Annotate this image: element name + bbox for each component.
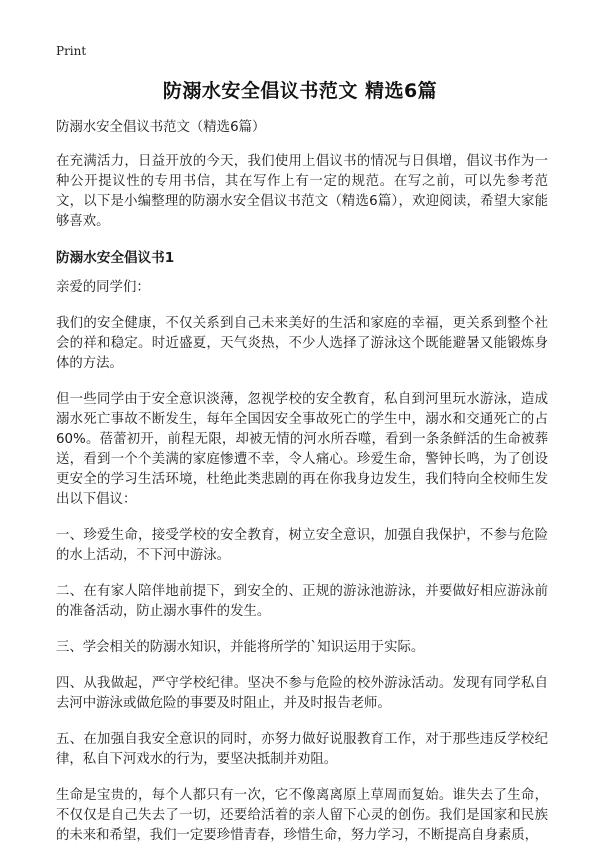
proposal-item: 四、从我做起，严守学校纪律。坚决不参与危险的校外游泳活动。发现有同学私自去河中游泳或做危险的事要及时阻止，并及时报告老师。 [56, 676, 548, 711]
proposal-item: 三、学会相关的防溺水知识，并能将所学的`知识运用于实际。 [56, 640, 425, 655]
body-paragraph: 我们的安全健康，不仅关系到自己未来美好的生活和家庭的幸福，更关系到整个社会的祥和稳定。时近盛夏，天气炎热，不少人选择了游泳这个既能避暑又能锻炼身体的方法。 [56, 316, 548, 371]
proposal-item: 五、在加强自我安全意识的同时，亦努力做好说服教育工作，对于那些违反学校纪律，私自下河戏水的行为，要坚决抵制并劝阻。 [56, 732, 548, 767]
greeting: 亲爱的同学们： [56, 280, 150, 295]
print-link[interactable]: Print [56, 44, 87, 58]
section-heading: 防溺水安全倡议书1 [56, 250, 175, 266]
body-paragraph: 生命是宝贵的，每个人都只有一次，它不像离离原上草周而复始。谁失去了生命，不仅仅是自己失去了一切，还要给活着的亲人留下心灵的创伤。我们是国家和民族的未来和希望，我们一定要珍惜青春，珍惜生命，努力学习，不断提高自身素质， [56, 788, 548, 843]
proposal-item: 二、在有家人陪伴地前提下，到安全的、正规的游泳池游泳，并要做好相应游泳前的准备活动，防止溺水事件的发生。 [56, 584, 548, 619]
document-body [56, 118, 548, 862]
intro-paragraph: 在充满活力，日益开放的今天，我们使用上倡议书的情况与日俱增，倡议书作为一种公开提议性的专用书信，其在写作上有一定的规范。在写之前，可以先参考范文，以下是小编整理的防溺水安全倡议书范文（精选6篇），欢迎阅读，希望大家能够喜欢。 [56, 154, 548, 229]
proposal-item: 一、珍爱生命，接受学校的安全教育，树立安全意识，加强自我保护，不参与危险的水上活动，不下河中游泳。 [56, 528, 548, 563]
document-subtitle: 防溺水安全倡议书范文（精选6篇） [56, 120, 266, 135]
body-paragraph: 但一些同学由于安全意识淡薄，忽视学校的安全教育，私自到河里玩水游泳，造成溺水死亡事故不断发生，每年全国因安全事故死亡的学生中，溺水和交通死亡的占60%。蓓蕾初开，前程无限，却被无情的河水所吞噬，看到一条条鲜活的生命被葬送，看到一个个美满的家庭惨遭不幸，令人痛心。珍爱生命，警钟长鸣，为了创设更安全的学习生活环境，杜绝此类悲剧的再在你我身边发生，我们特向全校师生发出以下倡议： [56, 392, 548, 507]
document-title: 防溺水安全倡议书范文 精选6篇 [162, 80, 438, 102]
